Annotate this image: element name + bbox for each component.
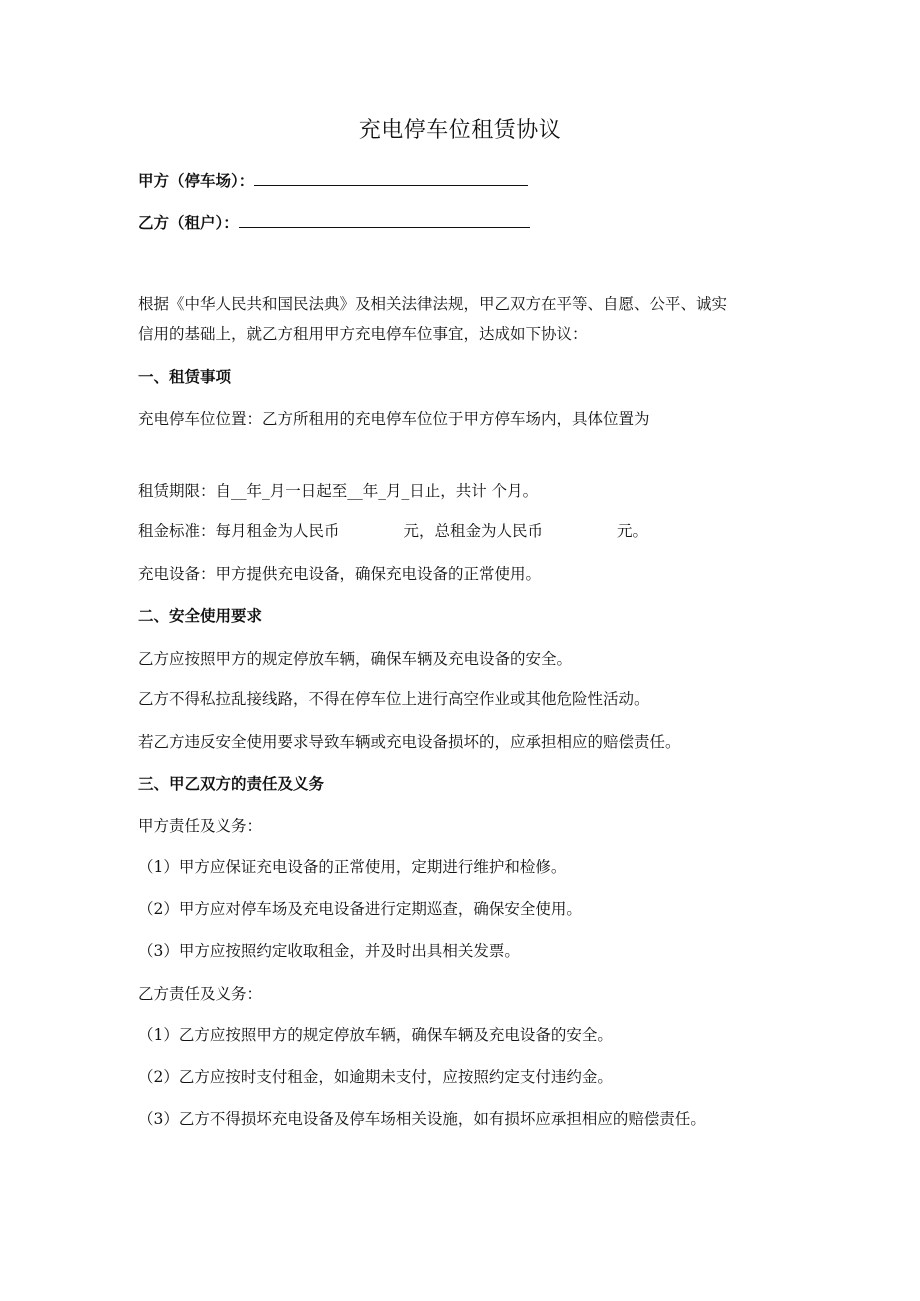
party-a-duty-item: （1）甲方应保证充电设备的正常使用，定期进行维护和检修。	[138, 858, 567, 876]
rent-standard	[138, 521, 648, 541]
section-3-heading: 三、甲乙双方的责任及义务	[138, 775, 325, 793]
party-a-blank	[254, 169, 528, 186]
party-a-label: 甲方（停车场）：	[138, 172, 255, 190]
party-a-duty-item: （2）甲方应对停车场及充电设备进行定期巡查，确保安全使用。	[138, 900, 582, 918]
party-a-field	[138, 169, 528, 191]
party-a-duties-title: 甲方责任及义务：	[138, 817, 263, 835]
safety-item: 乙方应按照甲方的规定停放车辆，确保车辆及充电设备的安全。	[138, 650, 573, 668]
party-b-field	[138, 211, 530, 233]
parking-location: 充电停车位位置：乙方所租用的充电停车位位于甲方停车场内，具体位置为	[138, 410, 650, 428]
intro-line-1: 根据《中华人民共和国民法典》及相关法律法规，甲乙双方在平等、自愿、公平、诚实	[138, 295, 728, 313]
section-2-heading: 二、安全使用要求	[138, 607, 263, 625]
safety-item: 若乙方违反安全使用要求导致车辆或充电设备损坏的，应承担相应的赔偿责任。	[138, 733, 681, 751]
section-1-heading: 一、租赁事项	[138, 368, 232, 386]
lease-period: 租赁期限：自__年_月一日起至__年_月_日止，共计 个月。	[138, 482, 539, 500]
rent-unit: 元。	[617, 522, 649, 540]
charging-equipment: 充电设备：甲方提供充电设备，确保充电设备的正常使用。	[138, 565, 542, 583]
party-b-blank	[239, 211, 530, 228]
party-b-duties-title: 乙方责任及义务：	[138, 985, 263, 1003]
rent-monthly-label: 租金标准：每月租金为人民币	[138, 522, 340, 540]
party-b-duty-item: （3）乙方不得损坏充电设备及停车场相关设施，如有损坏应承担相应的赔偿责任。	[138, 1110, 706, 1128]
party-b-duty-item: （2）乙方应按时支付租金，如逾期未支付，应按照约定支付违约金。	[138, 1068, 613, 1086]
intro-line-2: 信用的基础上，就乙方租用甲方充电停车位事宜，达成如下协议：	[138, 325, 588, 343]
party-b-label: 乙方（租户）：	[138, 214, 239, 232]
rent-total-label: 元，总租金为人民币	[403, 522, 544, 540]
party-b-duty-item: （1）乙方应按照甲方的规定停放车辆，确保车辆及充电设备的安全。	[138, 1026, 613, 1044]
safety-item: 乙方不得私拉乱接线路，不得在停车位上进行高空作业或其他危险性活动。	[138, 690, 650, 708]
document-title: 充电停车位租赁协议	[358, 118, 562, 143]
party-a-duty-item: （3）甲方应按照约定收取租金，并及时出具相关发票。	[138, 942, 520, 960]
